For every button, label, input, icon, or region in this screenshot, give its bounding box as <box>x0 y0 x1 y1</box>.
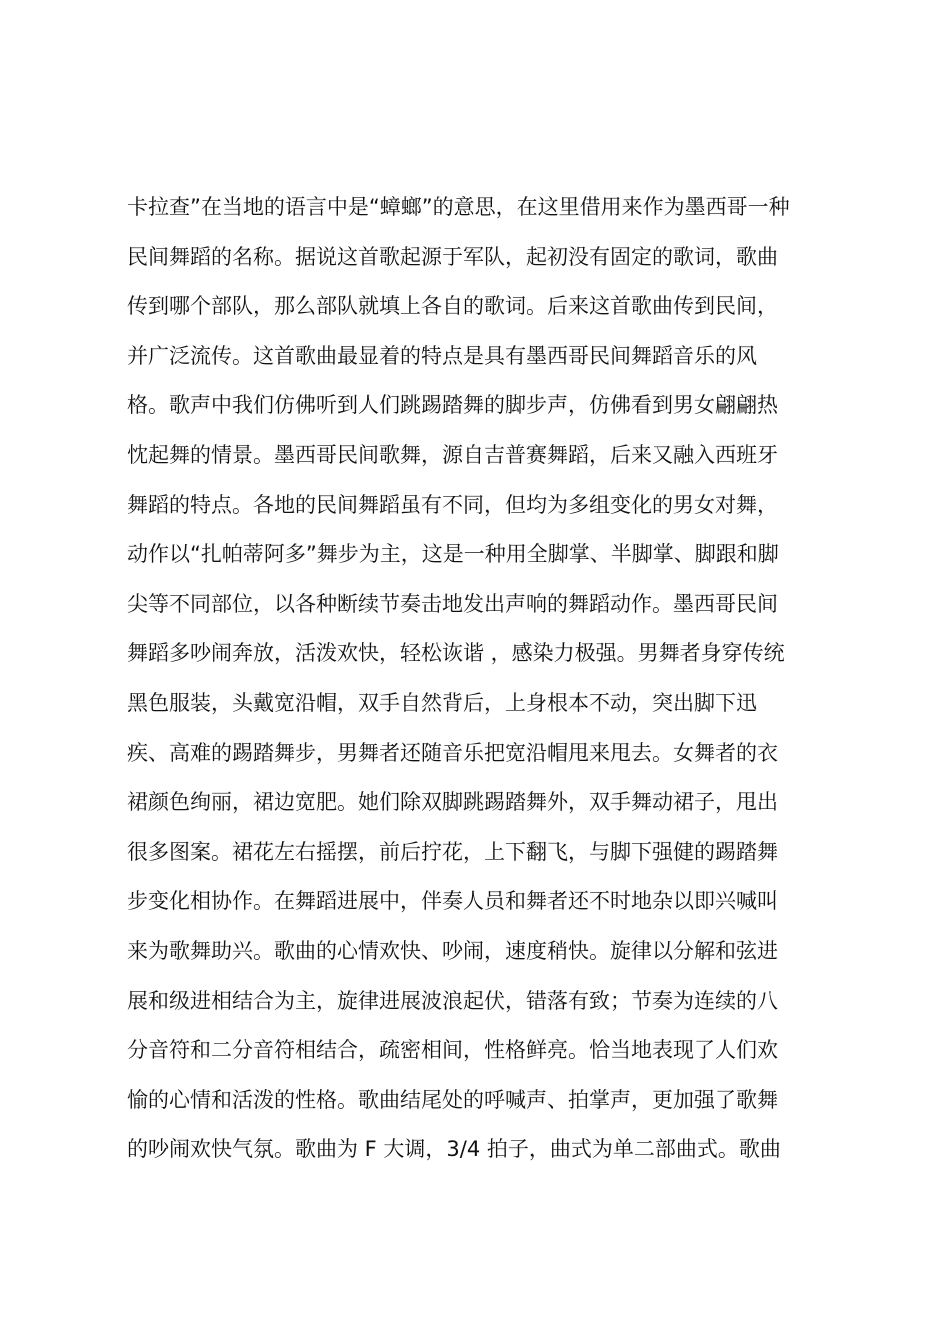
text-line: 愉的心情和活泼的性格。歌曲结尾处的呼喊声、拍掌声，更加强了歌舞 <box>127 1087 778 1112</box>
body-paragraph <box>127 183 837 1175</box>
text-line: 动作以“扎帕蒂阿多”舞步为主，这是一种用全脚掌、半脚掌、脚跟和脚 <box>127 542 779 567</box>
text-line: 展和级进相结合为主，旋律进展波浪起伏，错落有致；节奏为连续的八 <box>127 988 778 1013</box>
text-line: 并广泛流传。这首歌曲最显着的特点是具有墨西哥民间舞蹈音乐的风 <box>127 343 757 368</box>
text-line: 很多图案。裙花左右摇摆，前后拧花，上下翻飞，与脚下强健的踢踏舞 <box>127 839 778 864</box>
text-line: 传到哪个部队，那么部队就填上各自的歌词。后来这首歌曲传到民间， <box>127 294 778 319</box>
text-line: 格。歌声中我们仿佛听到人们跳踢踏舞的脚步声，仿佛看到男女翩翩热 <box>127 393 778 418</box>
text-line: 分音符和二分音符相结合，疏密相间，性格鲜亮。恰当地表现了人们欢 <box>127 1038 778 1063</box>
text-line: 舞蹈的特点。各地的民间舞蹈虽有不同，但均为多组变化的男女对舞， <box>127 492 778 517</box>
text-line: 的吵闹欢快气氛。歌曲为 F 大调，3/4 拍子，曲式为单二部曲式。歌曲 <box>127 1137 781 1162</box>
text-line: 尖等不同部位，以各种断续节奏击地发出声响的舞蹈动作。墨西哥民间 <box>127 591 778 616</box>
text-line: 卡拉查”在当地的语言中是“蟑螂”的意思，在这里借用来作为墨西哥一种 <box>127 195 790 219</box>
text-line: 疾、高难的踢踏舞步，男舞者还随音乐把宽沿帽甩来甩去。女舞者的衣 <box>127 740 778 765</box>
text-line: 来为歌舞助兴。歌曲的心情欢快、吵闹，速度稍快。旋律以分解和弦进 <box>127 938 778 963</box>
text-line: 忱起舞的情景。墨西哥民间歌舞，源自吉普赛舞蹈，后来又融入西班牙 <box>127 442 778 467</box>
text-line: 裙颜色绚丽，裙边宽肥。她们除双脚跳踢踏舞外，双手舞动裙子，甩出 <box>127 790 778 815</box>
text-line: 黑色服装，头戴宽沿帽，双手自然背后，上身根本不动，突出脚下迅 <box>127 690 757 715</box>
text-line: 舞蹈多吵闹奔放，活泼欢快，轻松诙谐 ，感染力极强。男舞者身穿传统 <box>127 641 785 666</box>
text-line: 步变化相协作。在舞蹈进展中，伴奏人员和舞者还不时地杂以即兴喊叫 <box>127 889 778 914</box>
text-line: 民间舞蹈的名称。据说这首歌起源于军队，起初没有固定的歌词，歌曲 <box>127 244 778 269</box>
